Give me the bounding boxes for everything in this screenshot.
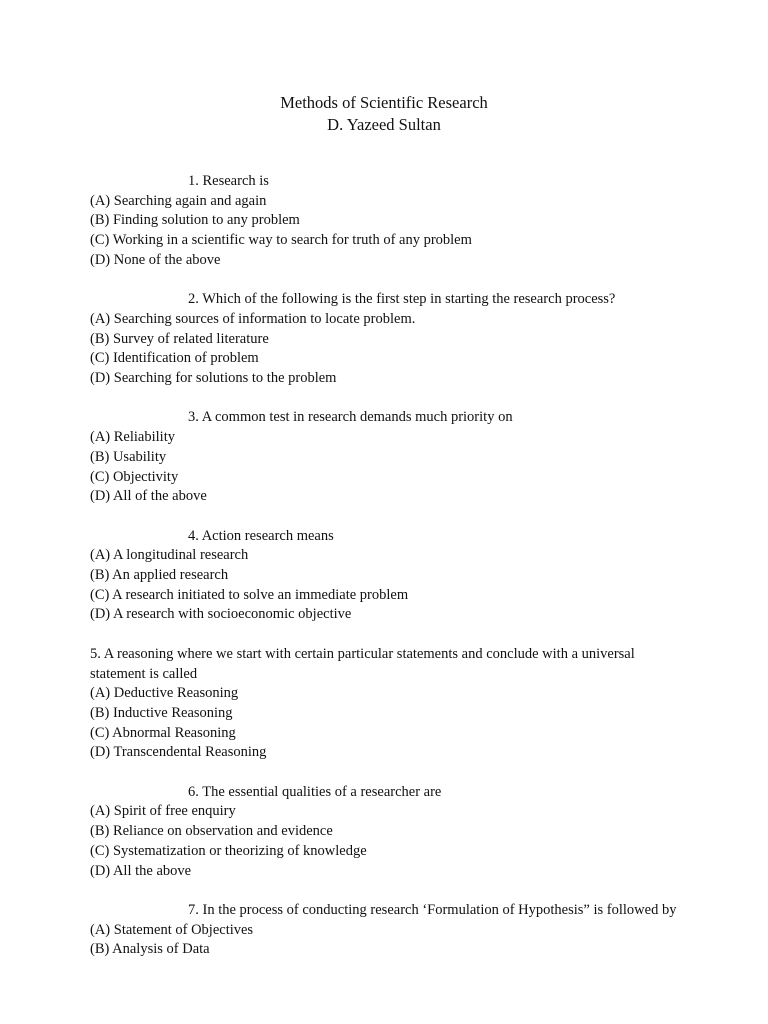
question-stem: 5. A reasoning where we start with certain particular statements and conclude with a universal statement is called [90,645,635,682]
question-stem: 4. Action research means [188,527,334,544]
question-2 [90,290,690,389]
question-4 [90,527,690,626]
question-7 [90,901,690,960]
question-stem: 1. Research is [188,173,269,189]
option-d: (D) A research with socioeconomic objective [90,606,352,623]
option-a: (A) Searching again and again [90,192,267,209]
option-d: (D) None of the above [90,251,221,268]
option-c: (C) A research initiated to solve an immediate problem [90,586,409,603]
question-5 [90,645,690,763]
option-b: (B) Usability [90,448,167,465]
document-header [0,92,768,136]
option-a: (A) Deductive Reasoning [90,685,239,702]
option-d: (D) All the above [90,862,192,879]
question-stem: 6. The essential qualities of a researcher are [188,783,442,800]
option-b: (B) Finding solution to any problem [90,212,300,229]
option-c: (C) Abnormal Reasoning [90,724,236,741]
option-a: (A) Statement of Objectives [90,921,254,938]
option-a: (A) Spirit of free enquiry [90,803,236,820]
option-b: (B) Survey of related literature [90,330,269,347]
option-c: (C) Working in a scientific way to search for truth of any problem [90,232,472,249]
option-b: (B) Reliance on observation and evidence [90,823,333,840]
option-d: (D) Searching for solutions to the problem [90,370,337,387]
option-d: (D) All of the above [90,488,207,505]
option-a: (A) Searching sources of information to locate problem. [90,310,416,327]
question-stem: 3. A common test in research demands much priority on [188,409,513,426]
question-stem: 2. Which of the following is the first step in starting the research process? [188,291,616,308]
option-c: (C) Objectivity [90,468,179,485]
document-title: Methods of Scientific Research [280,93,488,112]
question-3 [90,408,690,507]
option-d: (D) Transcendental Reasoning [90,744,267,761]
option-a: (A) A longitudinal research [90,547,249,564]
option-c: (C) Systematization or theorizing of knowledge [90,842,367,859]
option-c: (C) Identification of problem [90,350,259,367]
option-a: (A) Reliability [90,429,175,446]
document-author: D. Yazeed Sultan [327,115,441,134]
option-b: (B) Analysis of Data [90,941,210,958]
option-b: (B) Inductive Reasoning [90,704,233,721]
question-1 [90,172,690,271]
question-stem: 7. In the process of conducting research ‘Formulation of Hypothesis” is followed by [188,901,677,918]
option-b: (B) An applied research [90,567,229,584]
question-6 [90,783,690,882]
question-list [90,172,690,980]
